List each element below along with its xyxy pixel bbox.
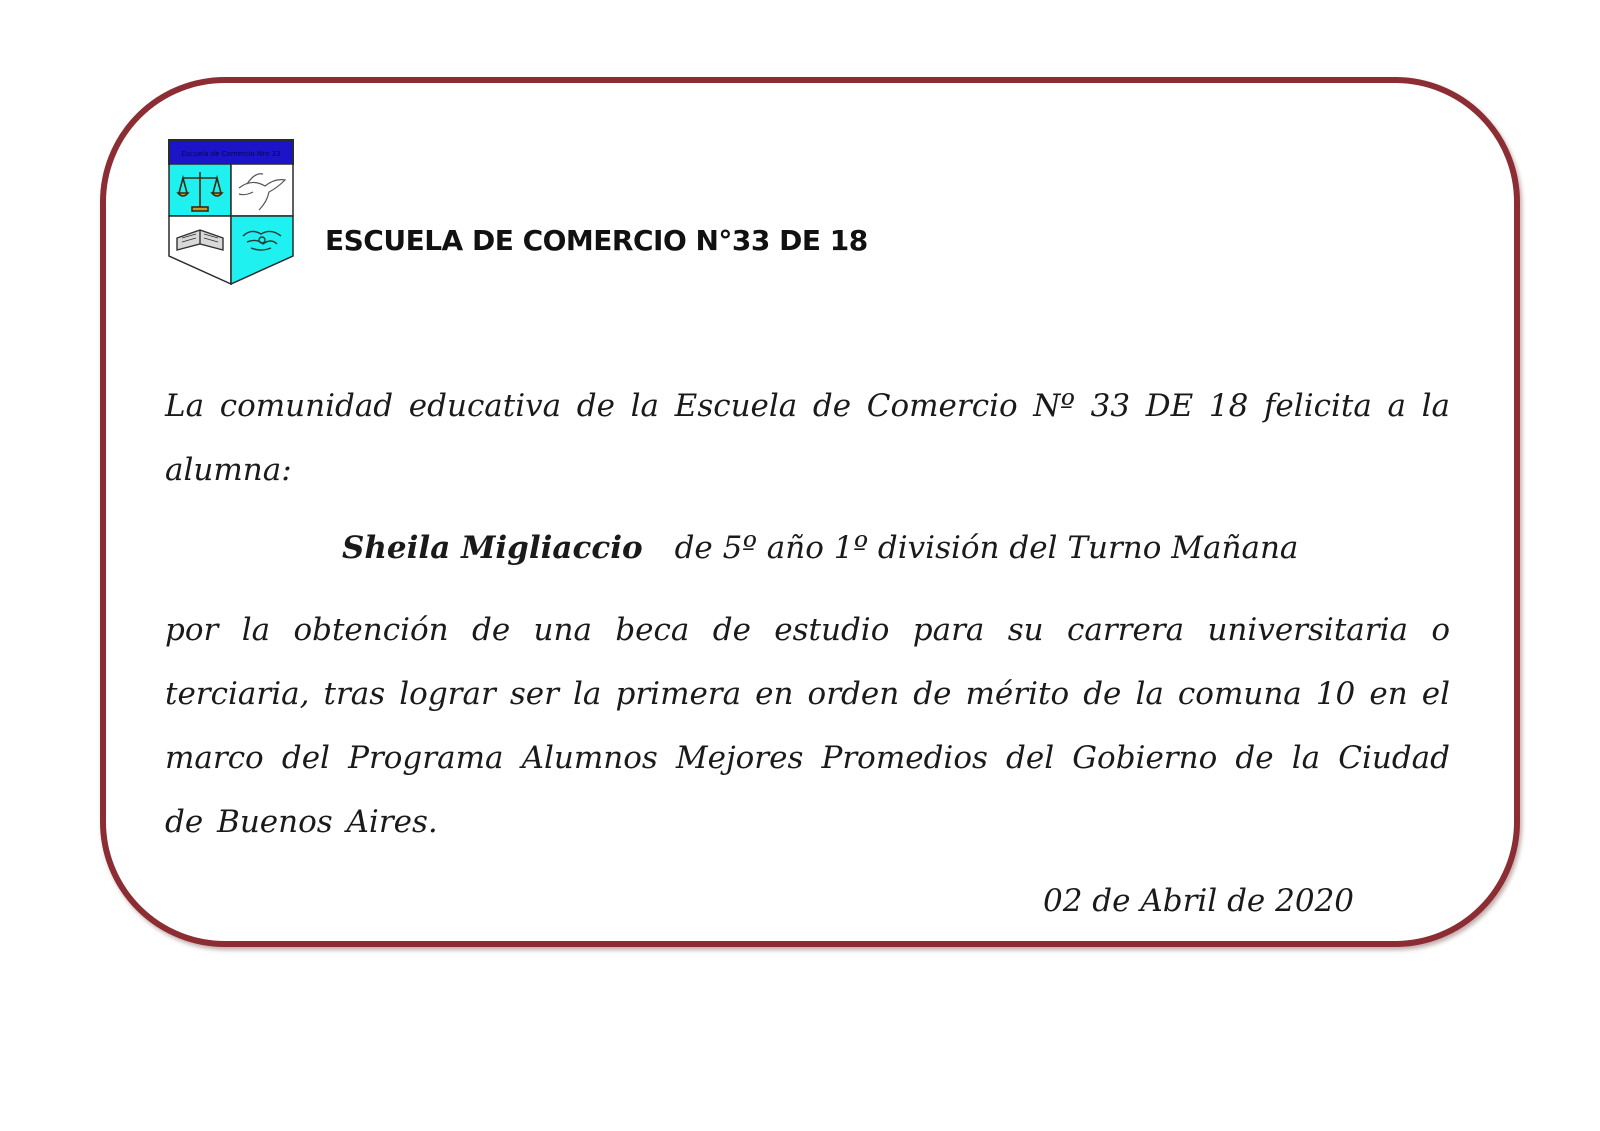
school-name-heading: ESCUELA DE COMERCIO N°33 DE 18 [325, 224, 868, 257]
student-name: Sheila Migliaccio [342, 530, 643, 566]
school-crest-logo [167, 138, 295, 288]
student-line [342, 530, 1298, 566]
reason-paragraph: por la obtención de una beca de estudio para su carrera universitaria o terciaria, tras lograr ser la primera en orden de mérito de la comuna 10 en el marco del Programa Alumnos Mejores Promedios del Gobierno de la Ciudad de Buenos Aires. [165, 612, 1450, 840]
student-course: de 5º año 1º división del Turno Mañana [674, 530, 1299, 566]
crest-banner-text: Escuela de Comercio Nro 33 [181, 150, 281, 158]
intro-paragraph: La comunidad educativa de la Escuela de Comercio Nº 33 DE 18 felicita a la alumna: [165, 388, 1450, 488]
crest-quadrant-top-right [231, 164, 293, 216]
letter-date: 02 de Abril de 2020 [1043, 883, 1355, 919]
